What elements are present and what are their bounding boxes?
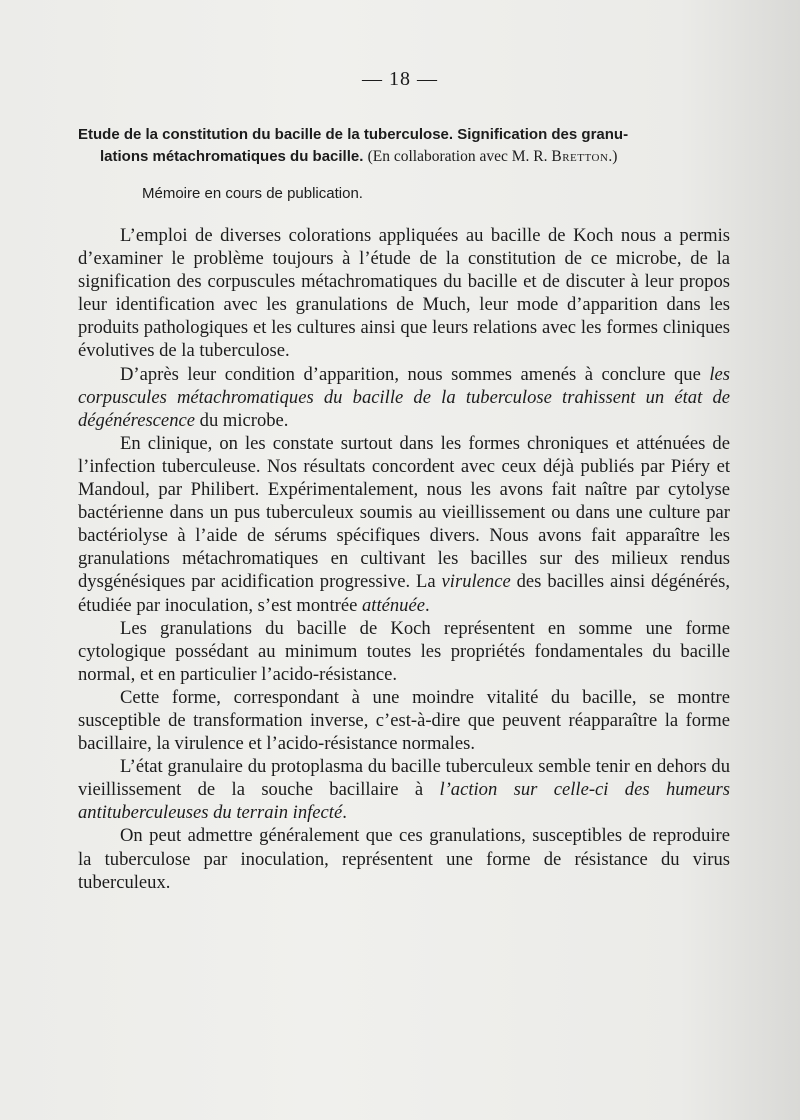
section-heading — [78, 124, 754, 168]
collab-name: Bretton — [551, 148, 609, 165]
heading-line-2 — [78, 146, 754, 168]
paragraph-5: Cette forme, correspondant à une moindre vitalité du bacille, se montre susceptible de transformation inverse, c’est-à-dire que peuvent réapparaître la forme bacillaire, la virulence et l’acido-résistance normales. — [78, 686, 730, 755]
p3-italic-virulence: virulence — [441, 571, 511, 593]
p6-text-c: . — [342, 802, 347, 824]
p6-text-a: L’état granulaire du protoplasma du bacille tuberculeux semble tenir en dehors du vieillissement de la souche bacillaire à — [78, 756, 730, 801]
heading-title-part-2: lations métachromatiques du bacille. — [100, 148, 364, 165]
paragraph-2 — [78, 363, 730, 432]
paragraph-1: L’emploi de diverses colorations appliquées au bacille de Koch nous a permis d’examiner le problème toujours à l’étude de la constitution de ce microbe, de la signification des corpuscules métachromatiques du bacille et de discuter à leur propos leur identification avec les granulations de Much, leur mode d’apparition dans les produits pathologiques et les cultures ainsi que leurs relations avec les formes cliniques évolutives de la tuberculose. — [78, 225, 730, 362]
collab-prefix: (En collaboration avec M. R. — [367, 148, 552, 165]
p2-text-a: D’après leur condition d’apparition, nous sommes amenés à conclure que — [120, 363, 710, 385]
p3-text-e: . — [424, 594, 430, 616]
collaboration-note — [368, 148, 618, 165]
heading-line-1 — [78, 124, 754, 146]
paragraph-3 — [78, 432, 730, 617]
p2-text-c: du microbe. — [195, 409, 289, 431]
collab-suffix: .) — [608, 148, 618, 165]
paragraph-6 — [78, 755, 730, 824]
publication-status: Mémoire en cours de publication. — [142, 185, 363, 202]
heading-title-part-1: Etude de la constitution du bacille de la tuberculose. Signification des granu- — [78, 126, 629, 143]
p6-italic: l’action sur celle-ci des humeurs antituberculeuses du terrain infecté — [78, 779, 730, 824]
p2-italic: les corpuscules métachromatiques du bacille de la tuberculose trahissent un état de dégénérescence — [78, 363, 730, 431]
p3-text-a: En clinique, on les constate surtout dans les formes chroniques et atténuées de l’infection tuberculeuse. Nos résultats concordent avec ceux déjà publiés par Piéry et Mandoul, par Philibert. Expérimentalement, nous les avons fait naître par cytolyse bactérienne dans un pus tuberculeux soumis au vieillissement ou dans une culture par bactériolyse à l’aide de sérums spécifiques divers. Nous avons fait apparaître les granulations métachromatiques en cultivant les bacilles sur des milieux rendus dysgénésiques par acidification progressive. La — [78, 432, 730, 593]
paragraph-4: Les granulations du bacille de Koch représentent en somme une forme cytologique possédant au minimum toutes les propriétés fondamentales du bacille normal, et en particulier l’acido-résistance. — [78, 617, 730, 685]
paragraph-7: On peut admettre généralement que ces granulations, susceptibles de reproduire la tuberculose par inoculation, représentent une forme de résistance du virus tuberculeux. — [78, 825, 730, 893]
body-text — [78, 224, 730, 894]
p3-text-c: des bacilles ainsi dégénérés, étudiée par inoculation, s’est montrée — [78, 571, 730, 616]
p3-italic-attenuee: atténuée — [361, 594, 425, 616]
page-number: — 18 — — [362, 68, 438, 90]
